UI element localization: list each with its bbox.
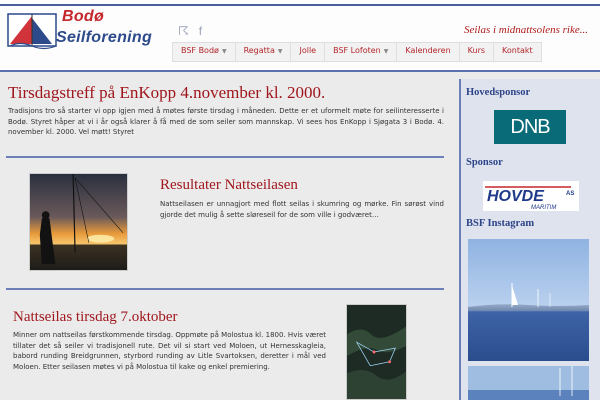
- post-thumbnail-route-map[interactable]: [346, 304, 407, 400]
- logo-text-line2: Seilforening: [56, 29, 153, 46]
- dnb-sponsor-logo[interactable]: DNB: [494, 110, 566, 144]
- logo-flag-icon: [6, 8, 58, 52]
- post-divider: [6, 156, 444, 158]
- sponsor-heading: Sponsor: [466, 157, 503, 168]
- nav-item-kalenderen[interactable]: [397, 43, 459, 61]
- main-nav: [172, 42, 542, 62]
- chevron-down-icon: ▼: [277, 48, 283, 55]
- hovde-logo-text: HOVDE: [487, 188, 544, 205]
- logo-text-line1: Bodø: [62, 8, 105, 25]
- instagram-photo-regatta[interactable]: [468, 239, 589, 361]
- hovde-sponsor-logo[interactable]: [483, 181, 579, 211]
- rss-icon[interactable]: ☈: [178, 24, 189, 38]
- instagram-photo-boats[interactable]: [468, 366, 589, 400]
- post-excerpt: Tradisjons tro så starter vi opp igjen med å møtes første tirsdag i måneden. Dette er et uformelt møte for seilinteresserte i Bodø. Styret håper at vi i år også klarer å få med de som seiler som mannskap. Vi sees hos EnKopp i Sjøgata 3 i Bodø. 4. november kl. 2000. Vel møtt! Styret: [8, 107, 444, 136]
- post-title[interactable]: Nattseilas tirsdag 7.oktober: [13, 309, 178, 325]
- main-sponsor-heading: Hovedsponsor: [466, 87, 531, 98]
- nav-item-label: Kontakt: [502, 46, 533, 55]
- site-logo[interactable]: [6, 8, 156, 58]
- nav-item-label: Kalenderen: [405, 46, 451, 55]
- header-top-border: [0, 4, 600, 6]
- nav-item-kurs[interactable]: [460, 43, 494, 61]
- nav-item-kontakt[interactable]: [494, 43, 541, 61]
- facebook-icon[interactable]: f: [198, 24, 203, 38]
- site-header: [0, 0, 600, 72]
- post-title[interactable]: Resultater Nattseilasen: [160, 177, 298, 193]
- post-title[interactable]: Tirsdagstreff på EnKopp 4.november kl. 2000.: [8, 83, 326, 102]
- site-tagline: Seilas i midnattsolens rike...: [463, 24, 588, 36]
- nav-item-jolle[interactable]: [291, 43, 325, 61]
- nav-item-label: BSF Bodø: [181, 46, 219, 55]
- chevron-down-icon: ▼: [221, 48, 227, 55]
- post-excerpt: Nattseilasen er unnagjort med flott seilas i skumring og mørke. Fin sørøst vind gjorde det mulig å sette sløreseil for de som ville i godværet…: [160, 200, 444, 219]
- post-thumbnail-sunset-sailing[interactable]: [29, 173, 128, 271]
- nav-item-label: BSF Lofoten: [333, 46, 381, 55]
- nav-item-label: Kurs: [467, 46, 486, 55]
- nav-item-label: Jolle: [299, 46, 317, 55]
- nav-item-regatta[interactable]: [236, 43, 292, 61]
- post-excerpt: Minner om nattseilas førstkommende tirsdag. Oppmøte på Molostua kl. 1800. Hvis været tillater det så seiler vi tradisjonell rute. Det vil si start ved Moloen, ut Hernesskagleia, babord runding Breidgrunnen, styrbord runding av Litle Svartoksen, deretter i mål ved Moloen. Etter seilasen møtes vi på Molostua til kake og enkel premiering.: [13, 331, 326, 371]
- main-content: [0, 72, 455, 400]
- sidebar: [459, 79, 600, 400]
- instagram-heading: BSF Instagram: [466, 218, 535, 229]
- chevron-down-icon: ▼: [383, 48, 389, 55]
- post-divider: [6, 288, 444, 290]
- nav-item-bsf-lofoten[interactable]: [325, 43, 397, 61]
- hovde-logo-subtext: MARITIM: [531, 205, 557, 211]
- nav-item-label: Regatta: [243, 46, 275, 55]
- hovde-logo-suffix: AS: [566, 191, 575, 197]
- nav-item-bsf-bodo[interactable]: [173, 43, 236, 61]
- social-links: [178, 24, 202, 38]
